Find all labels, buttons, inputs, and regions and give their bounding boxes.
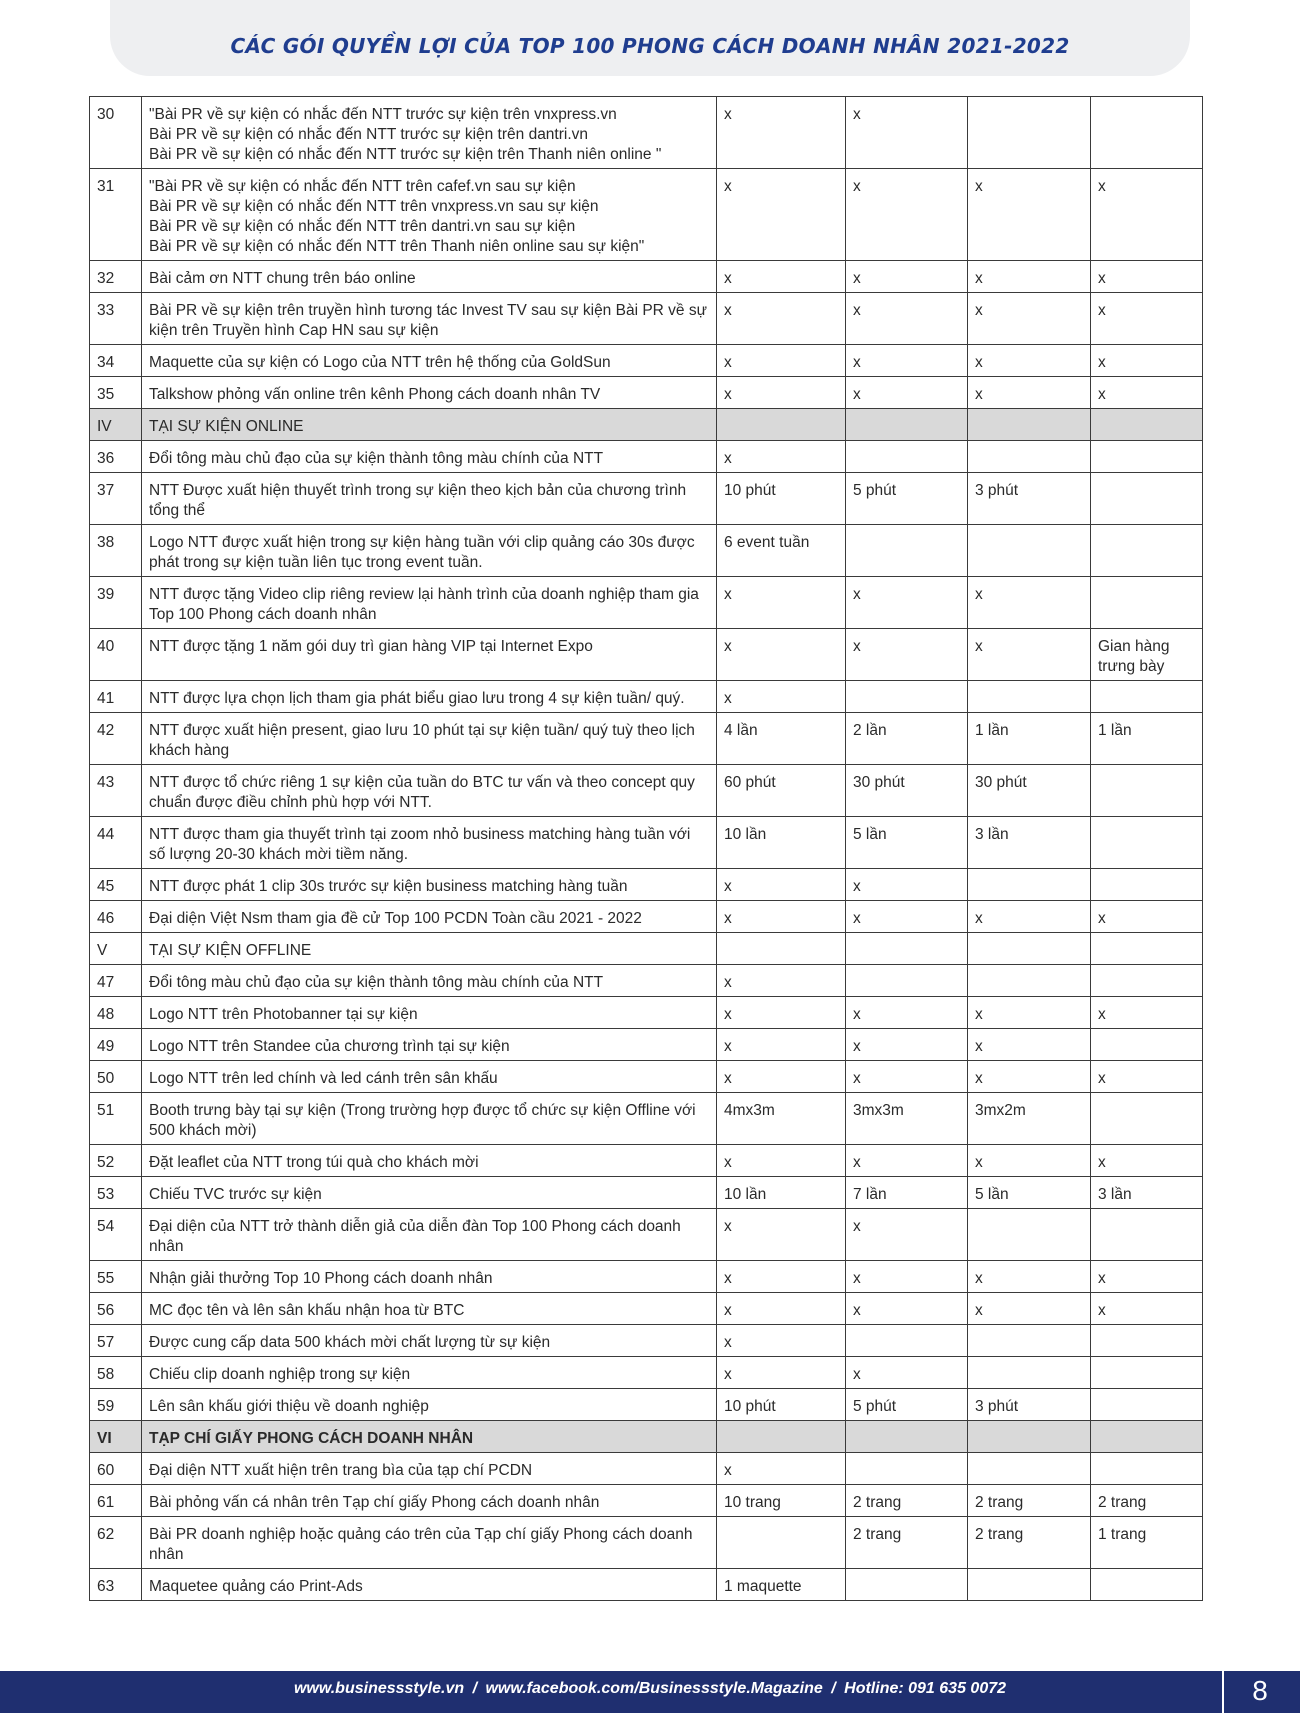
benefit-description: NTT được xuất hiện present, giao lưu 10 phút tại sự kiện tuần/ quý tuỳ theo lịch khách hàng: [142, 713, 717, 765]
package-2-value: [846, 965, 968, 997]
row-number: VI: [90, 1421, 142, 1453]
package-3-value: [968, 1569, 1091, 1601]
table-row: [90, 1093, 1203, 1145]
table-row: [90, 1325, 1203, 1357]
benefit-description: Logo NTT trên led chính và led cánh trên sân khấu: [142, 1061, 717, 1093]
row-number: 49: [90, 1029, 142, 1061]
package-2-value: x: [846, 901, 968, 933]
benefit-description: Nhận giải thưởng Top 10 Phong cách doanh nhân: [142, 1261, 717, 1293]
package-2-value: x: [846, 1029, 968, 1061]
package-2-value: [846, 1453, 968, 1485]
table-row: [90, 1209, 1203, 1261]
package-4-value: x: [1091, 293, 1203, 345]
table-row: [90, 1389, 1203, 1421]
package-1-value: [717, 933, 846, 965]
package-3-value: [968, 525, 1091, 577]
package-3-value: x: [968, 169, 1091, 261]
package-2-value: 5 lần: [846, 817, 968, 869]
table-row: [90, 345, 1203, 377]
benefit-description: "Bài PR về sự kiện có nhắc đến NTT trên cafef.vn sau sự kiện Bài PR về sự kiện có nhắc đến NTT trên vnxpress.vn sau sự kiện Bài PR về sự kiện có nhắc đến NTT trên dantri.vn sau sự kiện Bài PR về sự kiện có nhắc đến NTT trên Thanh niên online sau sự kiện": [142, 169, 717, 261]
package-3-value: 3 lần: [968, 817, 1091, 869]
package-3-value: 3 phút: [968, 473, 1091, 525]
package-3-value: [968, 933, 1091, 965]
package-4-value: 1 trang: [1091, 1517, 1203, 1569]
package-4-value: [1091, 1325, 1203, 1357]
row-number: 48: [90, 997, 142, 1029]
package-2-value: [846, 1569, 968, 1601]
table-row: [90, 261, 1203, 293]
package-4-value: x: [1091, 1145, 1203, 1177]
package-3-value: 3mx2m: [968, 1093, 1091, 1145]
benefit-description: "Bài PR về sự kiện có nhắc đến NTT trước sự kiện trên vnxpress.vn Bài PR về sự kiện có nhắc đến NTT trước sự kiện trên dantri.vn Bài PR về sự kiện có nhắc đến NTT trước sự kiện trên Thanh niên online ": [142, 97, 717, 169]
row-number: 34: [90, 345, 142, 377]
package-2-value: x: [846, 577, 968, 629]
benefit-description: NTT được lựa chọn lịch tham gia phát biểu giao lưu trong 4 sự kiện tuần/ quý.: [142, 681, 717, 713]
package-2-value: x: [846, 1261, 968, 1293]
package-2-value: x: [846, 997, 968, 1029]
package-1-value: 10 trang: [717, 1485, 846, 1517]
row-number: 40: [90, 629, 142, 681]
table-row: [90, 577, 1203, 629]
benefit-description: Bài PR doanh nghiệp hoặc quảng cáo trên của Tạp chí giấy Phong cách doanh nhân: [142, 1517, 717, 1569]
package-4-value: x: [1091, 1061, 1203, 1093]
package-2-value: 5 phút: [846, 1389, 968, 1421]
package-4-value: [1091, 577, 1203, 629]
benefit-description: TẠP CHÍ GIẤY PHONG CÁCH DOANH NHÂN: [142, 1421, 717, 1453]
package-2-value: 2 trang: [846, 1517, 968, 1569]
package-4-value: [1091, 765, 1203, 817]
package-1-value: x: [717, 261, 846, 293]
table-row: [90, 869, 1203, 901]
package-2-value: [846, 409, 968, 441]
benefit-description: Maquetee quảng cáo Print-Ads: [142, 1569, 717, 1601]
package-1-value: x: [717, 1453, 846, 1485]
package-1-value: 1 maquette: [717, 1569, 846, 1601]
row-number: 37: [90, 473, 142, 525]
benefit-description: Lên sân khấu giới thiệu về doanh nghiệp: [142, 1389, 717, 1421]
benefit-description: Logo NTT trên Standee của chương trình tại sự kiện: [142, 1029, 717, 1061]
package-4-value: x: [1091, 345, 1203, 377]
benefit-description: Đại diện của NTT trở thành diễn giả của diễn đàn Top 100 Phong cách doanh nhân: [142, 1209, 717, 1261]
footer-contact: [0, 1680, 1300, 1698]
package-3-value: [968, 869, 1091, 901]
package-1-value: 60 phút: [717, 765, 846, 817]
footer-facebook-link[interactable]: www.facebook.com/Businessstyle.Magazine: [485, 1680, 823, 1697]
row-number: 59: [90, 1389, 142, 1421]
row-number: 36: [90, 441, 142, 473]
package-3-value: x: [968, 629, 1091, 681]
package-4-value: Gian hàng trưng bày: [1091, 629, 1203, 681]
package-1-value: x: [717, 965, 846, 997]
package-4-value: x: [1091, 1293, 1203, 1325]
package-1-value: x: [717, 293, 846, 345]
package-4-value: [1091, 1209, 1203, 1261]
row-number: V: [90, 933, 142, 965]
table-row: [90, 1177, 1203, 1209]
table-row: [90, 1029, 1203, 1061]
benefit-description: Đại diện NTT xuất hiện trên trang bìa của tạp chí PCDN: [142, 1453, 717, 1485]
package-2-value: [846, 681, 968, 713]
package-3-value: [968, 1453, 1091, 1485]
package-1-value: x: [717, 869, 846, 901]
package-1-value: 10 phút: [717, 473, 846, 525]
table-row: [90, 441, 1203, 473]
benefit-description: Đại diện Việt Nsm tham gia đề cử Top 100 PCDN Toàn cầu 2021 - 2022: [142, 901, 717, 933]
package-3-value: x: [968, 1261, 1091, 1293]
row-number: 35: [90, 377, 142, 409]
row-number: 31: [90, 169, 142, 261]
package-2-value: x: [846, 629, 968, 681]
benefit-description: NTT được phát 1 clip 30s trước sự kiện business matching hàng tuần: [142, 869, 717, 901]
row-number: 56: [90, 1293, 142, 1325]
table-row: [90, 1293, 1203, 1325]
package-1-value: [717, 1517, 846, 1569]
benefit-description: TẠI SỰ KIỆN ONLINE: [142, 409, 717, 441]
package-4-value: [1091, 441, 1203, 473]
row-number: 52: [90, 1145, 142, 1177]
package-3-value: 3 phút: [968, 1389, 1091, 1421]
row-number: 42: [90, 713, 142, 765]
package-2-value: [846, 1421, 968, 1453]
package-1-value: x: [717, 169, 846, 261]
table-row: [90, 293, 1203, 345]
package-4-value: [1091, 409, 1203, 441]
benefit-description: NTT được tặng 1 năm gói duy trì gian hàng VIP tại Internet Expo: [142, 629, 717, 681]
package-1-value: x: [717, 681, 846, 713]
package-3-value: x: [968, 1061, 1091, 1093]
benefit-description: Logo NTT được xuất hiện trong sự kiện hàng tuần với clip quảng cáo 30s được phát trong sự kiện tuần liên tục trong event tuần.: [142, 525, 717, 577]
table-row: [90, 817, 1203, 869]
package-3-value: x: [968, 293, 1091, 345]
package-1-value: 10 phút: [717, 1389, 846, 1421]
package-1-value: x: [717, 1261, 846, 1293]
row-number: 38: [90, 525, 142, 577]
package-4-value: 1 lần: [1091, 713, 1203, 765]
table-row: [90, 713, 1203, 765]
row-number: 47: [90, 965, 142, 997]
benefit-description: Bài cảm ơn NTT chung trên báo online: [142, 261, 717, 293]
package-2-value: [846, 933, 968, 965]
package-4-value: [1091, 869, 1203, 901]
benefit-description: Đặt leaflet của NTT trong túi quà cho khách mời: [142, 1145, 717, 1177]
package-1-value: 4mx3m: [717, 1093, 846, 1145]
benefit-description: Booth trưng bày tại sự kiện (Trong trường hợp được tổ chức sự kiện Offline với 500 khách mời): [142, 1093, 717, 1145]
package-4-value: [1091, 965, 1203, 997]
table-row: [90, 1485, 1203, 1517]
package-4-value: x: [1091, 261, 1203, 293]
package-3-value: x: [968, 1029, 1091, 1061]
row-number: IV: [90, 409, 142, 441]
table-row: [90, 965, 1203, 997]
package-1-value: x: [717, 1357, 846, 1389]
package-2-value: [846, 441, 968, 473]
benefits-table-body: [90, 97, 1203, 1601]
benefit-description: Chiếu clip doanh nghiệp trong sự kiện: [142, 1357, 717, 1389]
package-1-value: x: [717, 441, 846, 473]
table-row: [90, 1261, 1203, 1293]
benefit-description: Talkshow phỏng vấn online trên kênh Phong cách doanh nhân TV: [142, 377, 717, 409]
section-row: [90, 1421, 1203, 1453]
footer-separator: /: [831, 1680, 836, 1697]
package-2-value: x: [846, 293, 968, 345]
package-2-value: x: [846, 345, 968, 377]
package-2-value: x: [846, 1357, 968, 1389]
benefit-description: Logo NTT trên Photobanner tại sự kiện: [142, 997, 717, 1029]
package-4-value: [1091, 1453, 1203, 1485]
package-2-value: x: [846, 1145, 968, 1177]
package-2-value: [846, 1325, 968, 1357]
benefit-description: Được cung cấp data 500 khách mời chất lượng từ sự kiện: [142, 1325, 717, 1357]
row-number: 62: [90, 1517, 142, 1569]
table-row: [90, 629, 1203, 681]
row-number: 57: [90, 1325, 142, 1357]
package-4-value: x: [1091, 169, 1203, 261]
package-1-value: 6 event tuần: [717, 525, 846, 577]
package-4-value: [1091, 933, 1203, 965]
page-number: 8: [1252, 1675, 1268, 1706]
package-2-value: 3mx3m: [846, 1093, 968, 1145]
row-number: 43: [90, 765, 142, 817]
row-number: 30: [90, 97, 142, 169]
package-4-value: [1091, 681, 1203, 713]
package-3-value: [968, 1357, 1091, 1389]
row-number: 53: [90, 1177, 142, 1209]
package-4-value: x: [1091, 1261, 1203, 1293]
package-2-value: 30 phút: [846, 765, 968, 817]
package-2-value: x: [846, 261, 968, 293]
benefit-description: NTT được tham gia thuyết trình tại zoom nhỏ business matching hàng tuần với số lượng 20-30 khách mời tiềm năng.: [142, 817, 717, 869]
package-2-value: [846, 525, 968, 577]
package-3-value: [968, 681, 1091, 713]
package-2-value: x: [846, 377, 968, 409]
row-number: 54: [90, 1209, 142, 1261]
package-2-value: x: [846, 169, 968, 261]
footer-hotline: Hotline: 091 635 0072: [844, 1680, 1007, 1697]
table-row: [90, 169, 1203, 261]
table-row: [90, 1145, 1203, 1177]
package-1-value: x: [717, 1209, 846, 1261]
package-3-value: x: [968, 345, 1091, 377]
table-row: [90, 97, 1203, 169]
benefit-description: NTT được tặng Video clip riêng review lại hành trình của doanh nghiệp tham gia Top 100 Phong cách doanh nhân: [142, 577, 717, 629]
row-number: 51: [90, 1093, 142, 1145]
package-3-value: 30 phút: [968, 765, 1091, 817]
table-row: [90, 1061, 1203, 1093]
package-3-value: x: [968, 997, 1091, 1029]
package-4-value: [1091, 97, 1203, 169]
row-number: 41: [90, 681, 142, 713]
package-4-value: [1091, 473, 1203, 525]
benefit-description: MC đọc tên và lên sân khấu nhận hoa từ BTC: [142, 1293, 717, 1325]
table-row: [90, 1357, 1203, 1389]
package-1-value: x: [717, 1145, 846, 1177]
package-2-value: x: [846, 1061, 968, 1093]
package-4-value: [1091, 1029, 1203, 1061]
table-row: [90, 765, 1203, 817]
package-3-value: [968, 965, 1091, 997]
package-4-value: x: [1091, 901, 1203, 933]
package-4-value: [1091, 1389, 1203, 1421]
row-number: 46: [90, 901, 142, 933]
table-row: [90, 1453, 1203, 1485]
package-2-value: 5 phút: [846, 473, 968, 525]
package-4-value: [1091, 1093, 1203, 1145]
package-3-value: 1 lần: [968, 713, 1091, 765]
section-row: [90, 933, 1203, 965]
table-row: [90, 901, 1203, 933]
package-4-value: 3 lần: [1091, 1177, 1203, 1209]
table-row: [90, 1569, 1203, 1601]
package-3-value: 2 trang: [968, 1485, 1091, 1517]
row-number: 58: [90, 1357, 142, 1389]
page-title: CÁC GÓI QUYỀN LỢI CỦA TOP 100 PHONG CÁCH DOANH NHÂN 2021-2022: [230, 34, 1070, 58]
package-4-value: x: [1091, 377, 1203, 409]
package-3-value: 2 trang: [968, 1517, 1091, 1569]
package-3-value: [968, 441, 1091, 473]
package-2-value: x: [846, 1293, 968, 1325]
package-1-value: x: [717, 629, 846, 681]
package-3-value: x: [968, 377, 1091, 409]
row-number: 50: [90, 1061, 142, 1093]
package-2-value: 2 trang: [846, 1485, 968, 1517]
benefit-description: Chiếu TVC trước sự kiện: [142, 1177, 717, 1209]
package-4-value: [1091, 525, 1203, 577]
package-3-value: [968, 1421, 1091, 1453]
package-2-value: 2 lần: [846, 713, 968, 765]
package-3-value: x: [968, 261, 1091, 293]
package-1-value: x: [717, 1325, 846, 1357]
package-2-value: x: [846, 1209, 968, 1261]
package-1-value: [717, 409, 846, 441]
package-1-value: x: [717, 997, 846, 1029]
table-row: [90, 681, 1203, 713]
row-number: 63: [90, 1569, 142, 1601]
row-number: 61: [90, 1485, 142, 1517]
package-1-value: x: [717, 377, 846, 409]
benefit-description: NTT Được xuất hiện thuyết trình trong sự kiện theo kịch bản của chương trình tổng thể: [142, 473, 717, 525]
package-1-value: 10 lần: [717, 1177, 846, 1209]
package-4-value: x: [1091, 997, 1203, 1029]
benefits-table-container: [89, 96, 1202, 1601]
package-1-value: 4 lần: [717, 713, 846, 765]
package-1-value: x: [717, 901, 846, 933]
package-1-value: [717, 1421, 846, 1453]
package-1-value: 10 lần: [717, 817, 846, 869]
package-3-value: x: [968, 1145, 1091, 1177]
benefit-description: TẠI SỰ KIỆN OFFLINE: [142, 933, 717, 965]
footer-website-link[interactable]: www.businessstyle.vn: [293, 1680, 465, 1697]
package-3-value: [968, 97, 1091, 169]
table-row: [90, 997, 1203, 1029]
benefits-table: [89, 96, 1203, 1601]
benefit-description: Bài PR về sự kiện trên truyền hình tương tác Invest TV sau sự kiện Bài PR về sự kiện trên Truyền hình Cap HN sau sự kiện: [142, 293, 717, 345]
benefit-description: Đổi tông màu chủ đạo của sự kiện thành tông màu chính của NTT: [142, 965, 717, 997]
package-1-value: x: [717, 1061, 846, 1093]
package-3-value: [968, 409, 1091, 441]
benefit-description: Maquette của sự kiện có Logo của NTT trên hệ thống của GoldSun: [142, 345, 717, 377]
package-4-value: [1091, 1421, 1203, 1453]
row-number: 39: [90, 577, 142, 629]
footer-separator: /: [472, 1680, 478, 1697]
package-1-value: x: [717, 345, 846, 377]
package-3-value: [968, 1325, 1091, 1357]
section-row: [90, 409, 1203, 441]
package-4-value: [1091, 1569, 1203, 1601]
package-4-value: [1091, 1357, 1203, 1389]
table-row: [90, 1517, 1203, 1569]
row-number: 33: [90, 293, 142, 345]
table-row: [90, 377, 1203, 409]
package-4-value: 2 trang: [1091, 1485, 1203, 1517]
package-3-value: x: [968, 577, 1091, 629]
package-4-value: [1091, 817, 1203, 869]
table-row: [90, 525, 1203, 577]
row-number: 60: [90, 1453, 142, 1485]
row-number: 45: [90, 869, 142, 901]
benefit-description: Đổi tông màu chủ đạo của sự kiện thành tông màu chính của NTT: [142, 441, 717, 473]
package-3-value: [968, 1209, 1091, 1261]
row-number: 32: [90, 261, 142, 293]
benefit-description: Bài phỏng vấn cá nhân trên Tạp chí giấy Phong cách doanh nhân: [142, 1485, 717, 1517]
package-1-value: x: [717, 1029, 846, 1061]
row-number: 55: [90, 1261, 142, 1293]
package-3-value: 5 lần: [968, 1177, 1091, 1209]
benefit-description: NTT được tổ chức riêng 1 sự kiện của tuần do BTC tư vấn và theo concept quy chuẩn được điều chỉnh phù hợp với NTT.: [142, 765, 717, 817]
package-3-value: x: [968, 1293, 1091, 1325]
package-2-value: 7 lần: [846, 1177, 968, 1209]
package-1-value: x: [717, 577, 846, 629]
package-1-value: x: [717, 97, 846, 169]
table-row: [90, 473, 1203, 525]
package-1-value: x: [717, 1293, 846, 1325]
package-2-value: x: [846, 97, 968, 169]
row-number: 44: [90, 817, 142, 869]
package-2-value: x: [846, 869, 968, 901]
package-3-value: x: [968, 901, 1091, 933]
